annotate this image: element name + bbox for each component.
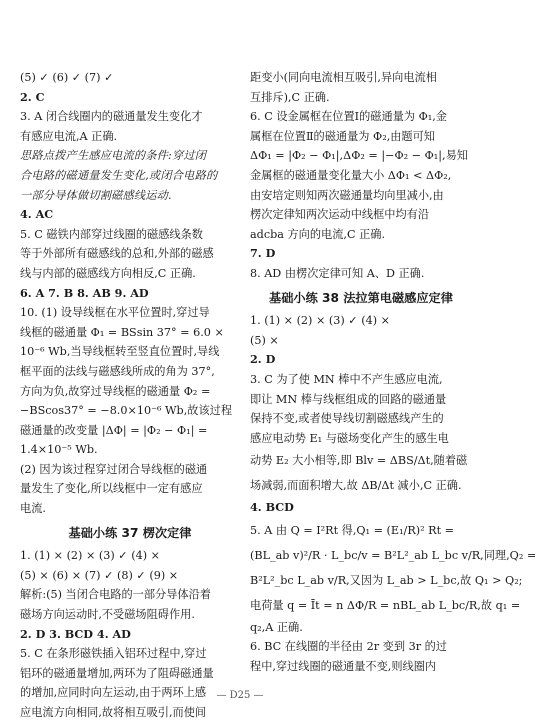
text-line: 感应电动势 E₁ 与磁场变化产生的感生电 xyxy=(250,431,449,445)
text-line: 10. (1) 设导线框在水平位置时,穿过导 xyxy=(20,306,210,320)
text-line: 场减弱,而面积增大,故 ΔB/Δt 减小,C 正确. xyxy=(250,479,462,493)
text-line: 由安培定则知两次磁通量均向里减小,由 xyxy=(250,188,444,202)
text-line: 4. BCD xyxy=(250,500,294,515)
text-line: 1.4×10⁻⁵ Wb. xyxy=(20,443,98,457)
text-line: 电流. xyxy=(20,502,46,516)
text-line: 距变小(同向电流相互吸引,异向电流相 xyxy=(250,71,437,84)
text-line: adcba 方向的电流,C 正确. xyxy=(250,227,386,241)
text-line: 框平面的法线与磁感线所成的角为 37°, xyxy=(20,364,215,378)
text-line: (5) ✓ (6) ✓ (7) ✓ xyxy=(20,71,114,84)
text-line: 8. AD 由楞次定律可知 A、D 正确. xyxy=(250,266,425,280)
text-line: 线框的磁通量 Φ₁ = BSsin 37° = 6.0 × xyxy=(20,325,224,339)
text-line: 属框在位置Ⅱ的磁通量为 Φ₂,由题可知 xyxy=(250,129,435,143)
text-line: B²L²_bc L_ab v/R,又因为 L_ab > L_bc,故 Q₁ > Q₂; xyxy=(250,573,523,587)
text-line: (5) × (6) × (7) ✓ (8) ✓ (9) × xyxy=(20,568,179,582)
text-line: 2. C xyxy=(20,89,45,104)
text-line: 应电流方向相同,故将相互吸引,而使间 xyxy=(20,706,207,719)
text-line: 10⁻⁶ Wb,当导线框转至竖直位置时,导线 xyxy=(20,345,220,359)
text-line: 楞次定律知两次运动中线框中均有沿 xyxy=(250,208,430,222)
text-line: 2. D xyxy=(250,352,276,367)
text-line: 解析:(5) 当闭合电路的一部分导体沿着 xyxy=(20,588,211,602)
text-line: 1. (1) × (2) × (3) ✓ (4) × xyxy=(250,314,391,328)
text-line: 6. BC 在线圈的半径由 2r 变到 3r 的过 xyxy=(250,640,447,654)
text-line: 3. A 闭合线圈内的磁通量发生变化才 xyxy=(20,110,203,124)
text-line: 动势 E₂ 大小相等,即 Blv = ΔBS/Δt,随着磁 xyxy=(250,454,468,468)
text-line: 5. C 在条形磁铁插入铝环过程中,穿过 xyxy=(20,647,207,661)
text-line: 7. D xyxy=(250,246,276,261)
text-line: 铝环的磁通量增加,两环为了阻碍磁通量 xyxy=(20,666,214,680)
text-line: 2. D 3. BCD 4. AD xyxy=(20,626,131,641)
section-heading: 基础小练 38 法拉第电磁感应定律 xyxy=(269,290,453,305)
text-line: ΔΦ₁ = |Φ₂ − Φ₁|,ΔΦ₂ = |−Φ₂ − Φ₁|,易知 xyxy=(250,149,468,163)
text-line: 1. (1) × (2) × (3) ✓ (4) × xyxy=(20,549,161,563)
text-line: 合电路的磁通量发生变化,或闭合电路的 xyxy=(20,168,218,182)
text-line: 磁通量的改变量 |ΔΦ| = |Φ₂ − Φ₁| = xyxy=(20,423,208,437)
text-line: q₂,A 正确. xyxy=(250,620,303,634)
text-line: 即让 MN 棒与线框组成的回路的磁通量 xyxy=(250,392,447,406)
text-line: 3. C 为了使 MN 棒中不产生感应电流, xyxy=(250,372,443,386)
text-line: 6. C 设金属框在位置Ⅰ的磁通量为 Φ₁,金 xyxy=(250,110,447,124)
text-line: 线与内部的磁感线方向相反,C 正确. xyxy=(20,266,196,280)
text-line: 5. C 磁铁内部穿过线圈的磁感线条数 xyxy=(20,227,203,241)
text-line: 互排斥),C 正确. xyxy=(250,90,330,104)
page-number: — D25 — xyxy=(216,690,264,701)
text-line: 保持不变,或者使导线切割磁感线产生的 xyxy=(250,412,444,426)
text-line: 方向为负,故穿过导线框的磁通量 Φ₂ = xyxy=(20,384,211,398)
text-line: 一部分导体做切割磁感线运动. xyxy=(20,188,172,202)
text-line: (5) × xyxy=(250,333,279,347)
text-line: −BScos37° = −8.0×10⁻⁶ Wb,故该过程 xyxy=(20,404,233,418)
tip-line: 思路点拨产生感应电流的条件:穿过闭 xyxy=(20,149,207,163)
text-line: 磁场方向运动时,不受磁场阻碍作用. xyxy=(20,608,195,622)
text-line: 6. A 7. B 8. AB 9. AD xyxy=(20,285,149,300)
text-line: (2) 因为该过程穿过闭合导线框的磁通 xyxy=(20,462,208,476)
text-line: 4. AC xyxy=(20,207,54,222)
text-line: (BL_ab v)²/R · L_bc/v = B²L²_ab L_bc v/R,同理,Q₂ = xyxy=(250,548,536,562)
text-line: 电荷量 q = Īt = n ΔΦ/R = nBL_ab L_bc/R,故 q₁ = xyxy=(250,598,521,612)
text-line: 程中,穿过线圈的磁通量不变,则线圈内 xyxy=(250,660,437,674)
text-line: 量发生了变化,所以线框中一定有感应 xyxy=(20,482,203,496)
text-line: 5. A 由 Q = I²Rt 得,Q₁ = (E₁/R)² Rt = xyxy=(250,523,454,537)
left-column xyxy=(20,68,240,723)
text-line: 有感应电流,A 正确. xyxy=(20,129,118,143)
right-column xyxy=(250,68,536,677)
text-line: 等于外部所有磁感线的总和,外部的磁感 xyxy=(20,247,214,261)
text-line: 金属框的磁通量变化量大小 ΔΦ₁ < ΔΦ₂, xyxy=(250,168,452,182)
section-heading: 基础小练 37 楞次定律 xyxy=(68,525,192,540)
text-line: 的增加,应同时向左运动,由于两环上感 xyxy=(20,686,207,700)
